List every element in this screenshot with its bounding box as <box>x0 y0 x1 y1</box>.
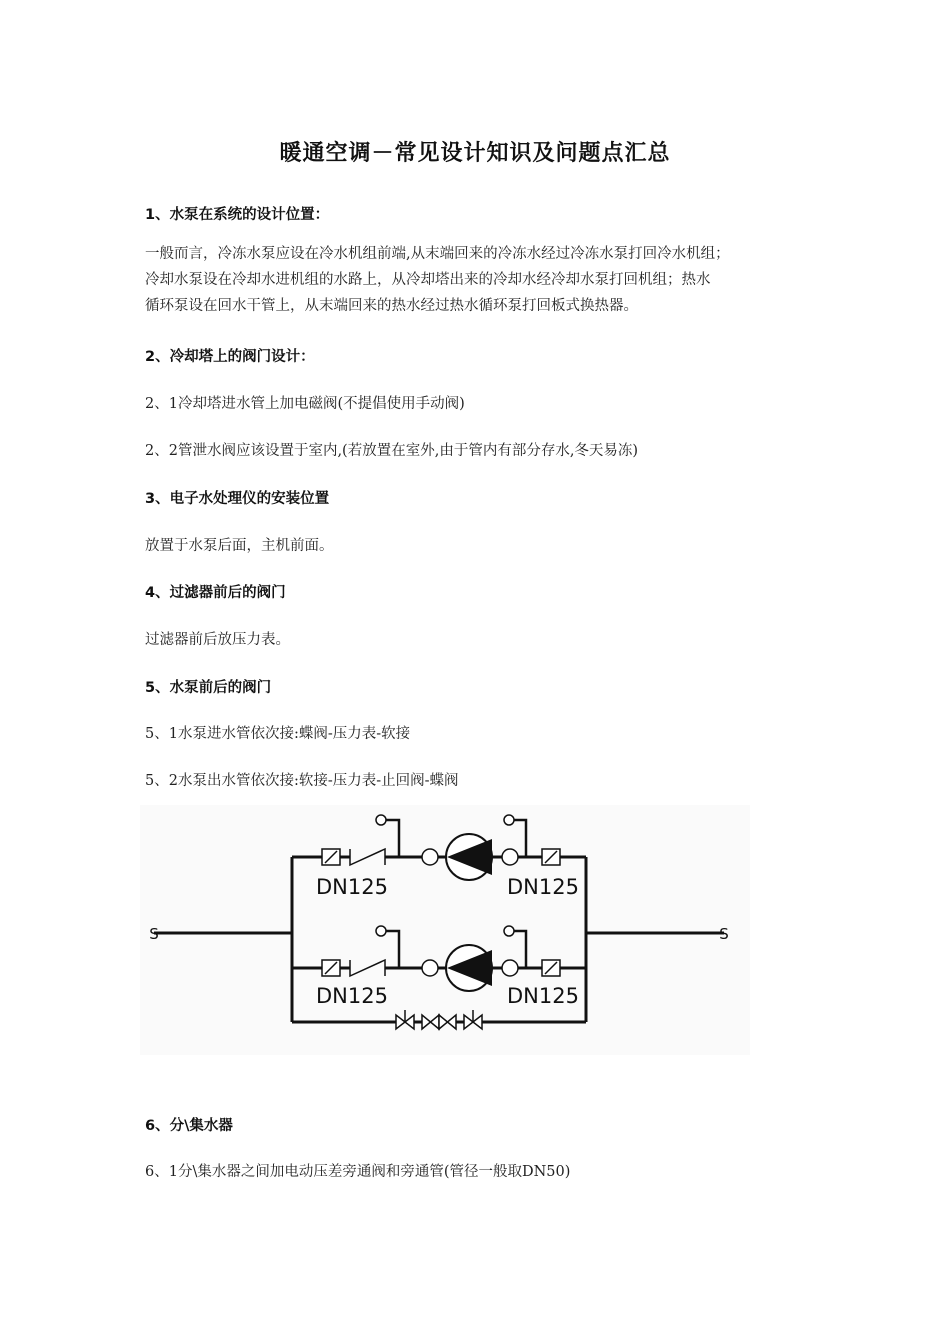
butterfly-valve-icon <box>322 960 340 976</box>
butterfly-valve-icon <box>542 849 560 865</box>
section-5-item-2: 5、2水泵出水管依次接:软接-压力表-止回阀-蝶阀 <box>145 773 459 789</box>
diagram-background <box>140 805 750 1055</box>
section-3-heading: 3、电子水处理仪的安装位置 <box>145 491 330 507</box>
section-4-text: 过滤器前后放压力表。 <box>145 632 290 648</box>
pipe-size-label: DN125 <box>316 984 388 1008</box>
pipe-break-mark: S <box>149 925 159 943</box>
water-pump-icon <box>446 945 492 991</box>
pipe-size-label: DN125 <box>316 875 388 899</box>
section-3-text: 放置于水泵后面，主机前面。 <box>145 538 334 554</box>
section-2-item-1: 2、1冷却塔进水管上加电磁阀(不提倡使用手动阀) <box>145 396 465 412</box>
section-1-line: 冷却水泵设在冷却水进机组的水路上，从冷却塔出来的冷却水经冷却水泵打回机组；热水 <box>145 272 711 288</box>
section-6-item-1: 6、1分\集水器之间加电动压差旁通阀和旁通管(管径一般取DN50) <box>145 1164 571 1180</box>
section-2-heading: 2、冷却塔上的阀门设计： <box>145 349 315 365</box>
section-1-paragraph <box>145 241 730 319</box>
section-5-heading: 5、水泵前后的阀门 <box>145 680 272 696</box>
butterfly-valve-icon <box>542 960 560 976</box>
flexible-joint-icon <box>422 849 438 865</box>
section-4-heading: 4、过滤器前后的阀门 <box>145 585 286 601</box>
flexible-joint-icon <box>502 960 518 976</box>
section-1-heading: 1、水泵在系统的设计位置： <box>145 207 330 223</box>
pipe-size-label: DN125 <box>507 875 579 899</box>
section-2-item-2: 2、2管泄水阀应该设置于室内,(若放置在室外,由于管内有部分存水,冬天易冻) <box>145 443 639 459</box>
pipe-break-mark: S <box>719 925 729 943</box>
section-1-line: 一般而言，冷冻水泵应设在冷水机组前端,从末端回来的冷冻水经过冷冻水泵打回冷水机组； <box>145 246 730 262</box>
water-pump-icon <box>446 834 492 880</box>
pipe-size-label: DN125 <box>507 984 579 1008</box>
pump-piping-diagram <box>140 805 750 1055</box>
butterfly-valve-icon <box>322 849 340 865</box>
page-title: 暖通空调－常见设计知识及问题点汇总 <box>279 141 671 166</box>
section-6-heading: 6、分\集水器 <box>145 1118 233 1134</box>
section-1-line: 循环泵设在回水干管上，从末端回来的热水经过热水循环泵打回板式换热器。 <box>145 298 638 314</box>
flexible-joint-icon <box>422 960 438 976</box>
section-5-item-1: 5、1水泵进水管依次接:蝶阀-压力表-软接 <box>145 726 411 742</box>
flexible-joint-icon <box>502 849 518 865</box>
